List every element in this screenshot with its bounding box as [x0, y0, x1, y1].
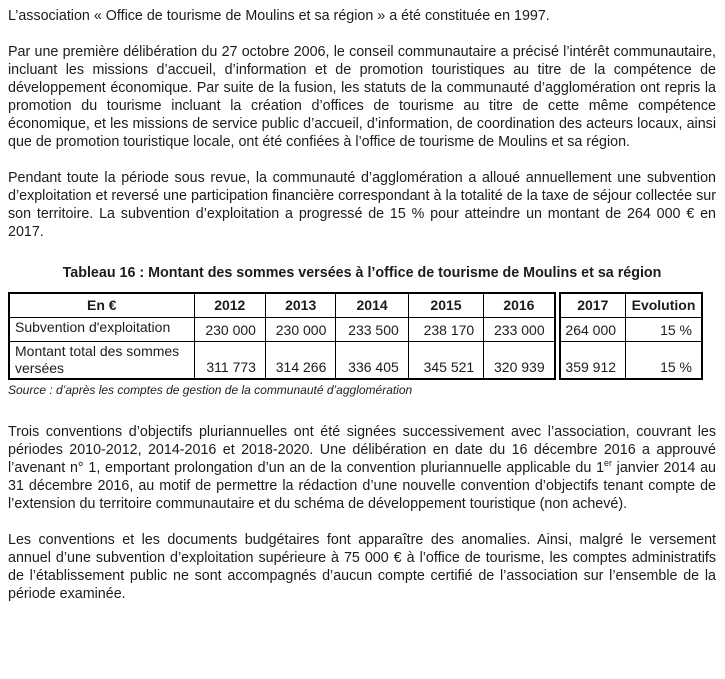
value-2012: 311 773	[194, 342, 265, 380]
table-header-cell-2016: 2016	[484, 293, 557, 318]
table-header-cell-unit: En €	[9, 293, 194, 318]
value-2016: 233 000	[484, 318, 557, 342]
row-label: Montant total des sommes versées	[9, 342, 194, 380]
value-2014: 336 405	[336, 342, 408, 380]
table-caption: Tableau 16 : Montant des sommes versées à l’office de tourisme de Moulins et sa région	[62, 265, 662, 281]
paragraph-conventions	[8, 423, 716, 513]
table-header-cell-2017: 2017	[557, 293, 625, 318]
table-header-cell-evolution: Evolution	[626, 293, 702, 318]
table-header-cell-2015: 2015	[408, 293, 483, 318]
paragraph-intro: L’association « Office de tourisme de Moulins et sa région » a été constituée en 1997.	[8, 8, 550, 24]
value-2015: 345 521	[408, 342, 483, 380]
table-header-row	[9, 293, 702, 318]
value-evolution: 15 %	[626, 318, 702, 342]
table-header-cell-2014: 2014	[336, 293, 408, 318]
paragraph-anomalies: Les conventions et les documents budgétaires font apparaître des anomalies. Ainsi, malgré le versement annuel d’une subvention d’exploitation supérieure à 75 000 € à l’office de tourisme, les comptes administratifs de l’établissement public ne sont accompagnés d’aucun compte certifié de l’association sur l’ensemble de la période examinée.	[8, 532, 716, 602]
value-2014: 233 500	[336, 318, 408, 342]
table-header-cell-2012: 2012	[194, 293, 265, 318]
table-row-montant-total	[9, 342, 702, 380]
paragraph-conventions-part1: Trois conventions d’objectifs pluriannuelles ont été signées successivement avec l’association, couvrant les périodes 2010-2012, 2014-2016 et 2018-2020. Une délibération en date du 16 décembre 2016 a approuvé l’avenant n° 1, emportant prolongation d’un an de la convention pluriannuelle applicable du 1	[8, 424, 716, 476]
value-2017: 359 912	[557, 342, 625, 380]
table-row-subvention	[9, 318, 702, 342]
table-source-note: Source : d’après les comptes de gestion de la communauté d’agglomération	[8, 383, 413, 397]
value-2013: 230 000	[265, 318, 335, 342]
value-evolution: 15 %	[626, 342, 702, 380]
paragraph-deliberation: Par une première délibération du 27 octobre 2006, le conseil communautaire a précisé l’intérêt communautaire, incluant les missions d’accueil, d’information et de promotion touristiques au titre de la compétence de développement économique. Par suite de la fusion, les statuts de la communauté d’agglomération ont repris la promotion du tourisme incluant la création d’offices de tourisme au titre de cette même compétence économique, et les missions de service public d’accueil, d’information, de coordination des acteurs locaux, ainsi que de promotion touristique locale, ont été confiées à l’office de tourisme de Moulins et sa région.	[8, 44, 716, 150]
value-2016: 320 939	[484, 342, 557, 380]
row-label: Subvention d'exploitation	[9, 318, 194, 342]
subsidy-table	[8, 292, 703, 380]
value-2012: 230 000	[194, 318, 265, 342]
table-header-cell-2013: 2013	[265, 293, 335, 318]
value-2013: 314 266	[265, 342, 335, 380]
value-2017: 264 000	[557, 318, 625, 342]
paragraph-conventions-part2: janvier 2014 au 31 décembre 2016, au motif de permettre la rédaction d’une nouvelle convention d’objectifs tenant compte de l’extension du territoire communautaire et du schéma de développement touristique (non achevé).	[8, 460, 716, 512]
ordinal-superscript: er	[604, 458, 612, 469]
value-2015: 238 170	[408, 318, 483, 342]
paragraph-subvention: Pendant toute la période sous revue, la communauté d’agglomération a alloué annuellement une subvention d’exploitation et reversé une participation financière correspondant à la totalité de la taxe de séjour collectée sur son territoire. La subvention d’exploitation a progressé de 15 % pour atteindre un montant de 264 000 € en 2017.	[8, 170, 716, 240]
